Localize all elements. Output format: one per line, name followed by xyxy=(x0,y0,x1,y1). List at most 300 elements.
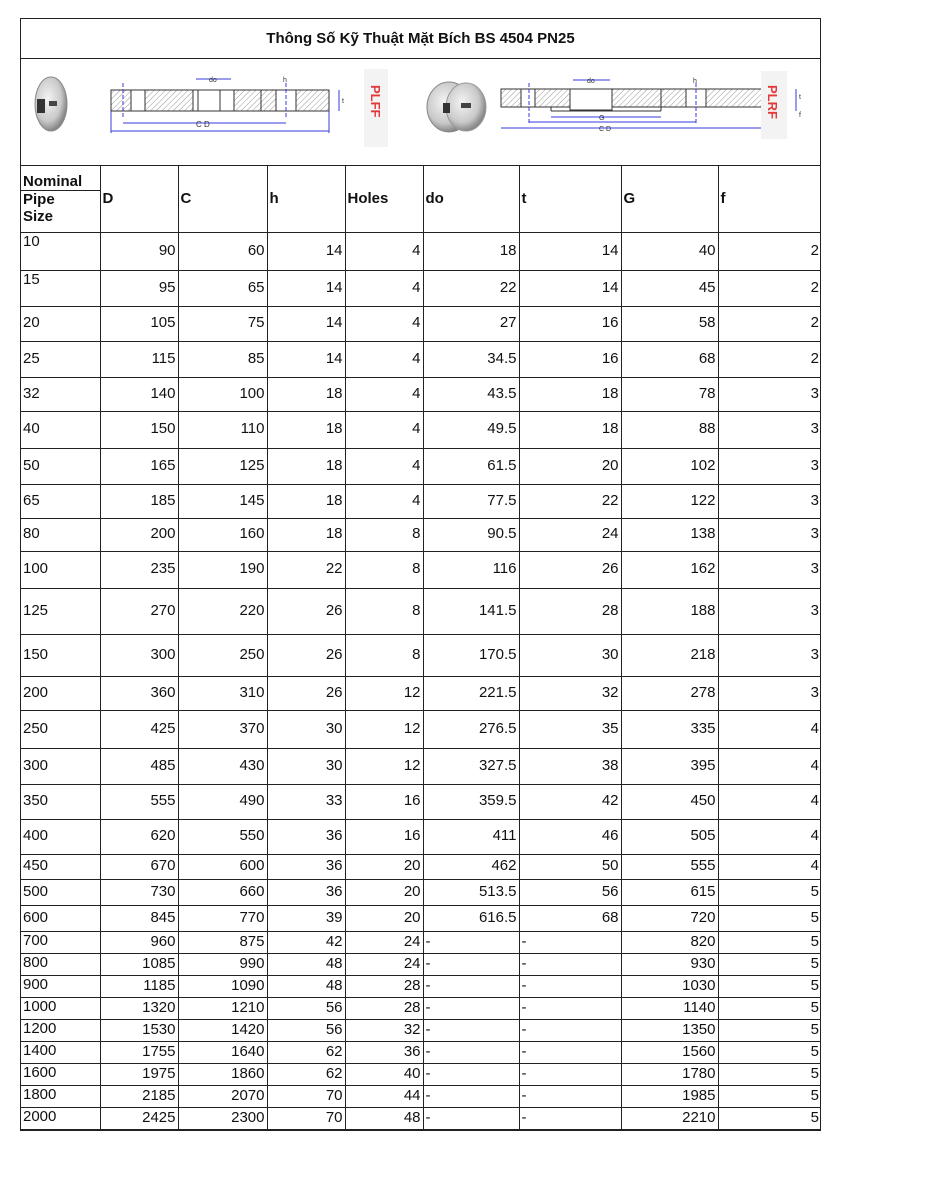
dim-g-right: G xyxy=(599,115,605,122)
cell-D: 300 xyxy=(100,634,178,676)
cell-D: 620 xyxy=(100,819,178,854)
cell-h: 18 xyxy=(267,484,345,518)
cell-do: 170.5 xyxy=(423,634,519,676)
cell-f: 5 xyxy=(718,975,821,997)
table-row xyxy=(21,710,821,748)
cell-D: 2425 xyxy=(100,1107,178,1129)
cell-holes: 4 xyxy=(345,484,423,518)
cell-f: 3 xyxy=(718,377,821,411)
cell-C: 490 xyxy=(178,784,267,819)
cell-holes: 16 xyxy=(345,784,423,819)
cell-do: 77.5 xyxy=(423,484,519,518)
cell-holes: 24 xyxy=(345,931,423,953)
cell-f: 5 xyxy=(718,953,821,975)
cell-G: 122 xyxy=(621,484,718,518)
spec-sheet xyxy=(20,18,821,1131)
cell-f: 5 xyxy=(718,997,821,1019)
cell-f: 5 xyxy=(718,931,821,953)
cell-C: 370 xyxy=(178,710,267,748)
cell-nps: 125 xyxy=(21,588,100,634)
cell-nps: 250 xyxy=(21,710,100,748)
cell-holes: 4 xyxy=(345,306,423,341)
cell-holes: 48 xyxy=(345,1107,423,1129)
cell-f: 5 xyxy=(718,905,821,931)
cell-holes: 28 xyxy=(345,975,423,997)
cell-G: 188 xyxy=(621,588,718,634)
cell-D: 200 xyxy=(100,518,178,551)
cell-C: 65 xyxy=(178,270,267,306)
dim-t: t xyxy=(342,98,344,105)
cell-do: 22 xyxy=(423,270,519,306)
cell-nps: 1000 xyxy=(21,997,100,1019)
cell-G: 505 xyxy=(621,819,718,854)
cell-h: 18 xyxy=(267,377,345,411)
cell-nps: 2000 xyxy=(21,1107,100,1129)
table-row xyxy=(21,484,821,518)
cell-holes: 8 xyxy=(345,634,423,676)
cell-G: 1560 xyxy=(621,1041,718,1063)
cell-f: 2 xyxy=(718,306,821,341)
table-row xyxy=(21,588,821,634)
cell-t: 20 xyxy=(519,448,621,484)
table-row xyxy=(21,931,821,953)
cell-f: 3 xyxy=(718,484,821,518)
cell-h: 18 xyxy=(267,448,345,484)
cell-t: - xyxy=(519,931,621,953)
cell-holes: 28 xyxy=(345,997,423,1019)
cell-holes: 4 xyxy=(345,377,423,411)
cell-do: 116 xyxy=(423,551,519,588)
table-row xyxy=(21,1019,821,1041)
header-pipe: Pipe xyxy=(23,190,55,208)
table-header-row xyxy=(21,166,821,232)
cell-nps: 100 xyxy=(21,551,100,588)
cell-t: 14 xyxy=(519,232,621,270)
cell-t: - xyxy=(519,953,621,975)
cell-G: 335 xyxy=(621,710,718,748)
cell-G: 102 xyxy=(621,448,718,484)
cell-G: 218 xyxy=(621,634,718,676)
cell-nps: 10 xyxy=(21,232,100,270)
cell-G: 138 xyxy=(621,518,718,551)
cell-f: 4 xyxy=(718,748,821,784)
cell-holes: 4 xyxy=(345,411,423,448)
cell-G: 278 xyxy=(621,676,718,710)
cell-t: 22 xyxy=(519,484,621,518)
cell-holes: 4 xyxy=(345,270,423,306)
cell-f: 3 xyxy=(718,448,821,484)
cell-t: 16 xyxy=(519,341,621,377)
cell-do: 411 xyxy=(423,819,519,854)
cell-do: 359.5 xyxy=(423,784,519,819)
cell-C: 1640 xyxy=(178,1041,267,1063)
cell-do: 90.5 xyxy=(423,518,519,551)
cell-f: 4 xyxy=(718,784,821,819)
cell-G: 450 xyxy=(621,784,718,819)
cell-G: 2210 xyxy=(621,1107,718,1129)
dim-h-right: h xyxy=(693,78,697,85)
cell-h: 62 xyxy=(267,1063,345,1085)
cell-D: 2185 xyxy=(100,1085,178,1107)
cell-h: 48 xyxy=(267,975,345,997)
cell-holes: 16 xyxy=(345,819,423,854)
table-row xyxy=(21,1085,821,1107)
cell-G: 720 xyxy=(621,905,718,931)
cell-f: 4 xyxy=(718,854,821,879)
cell-nps: 800 xyxy=(21,953,100,975)
cell-D: 555 xyxy=(100,784,178,819)
cell-C: 2300 xyxy=(178,1107,267,1129)
cell-C: 600 xyxy=(178,854,267,879)
table-row xyxy=(21,819,821,854)
table-row xyxy=(21,748,821,784)
cell-h: 26 xyxy=(267,634,345,676)
cell-do: 141.5 xyxy=(423,588,519,634)
cell-C: 1860 xyxy=(178,1063,267,1085)
cell-G: 930 xyxy=(621,953,718,975)
flange-photo-right xyxy=(427,82,486,132)
cell-D: 1185 xyxy=(100,975,178,997)
cell-h: 33 xyxy=(267,784,345,819)
col-header-G: G xyxy=(621,166,718,232)
dim-h: h xyxy=(283,77,287,84)
table-row xyxy=(21,676,821,710)
header-nominal: Nominal xyxy=(21,173,100,191)
cell-D: 95 xyxy=(100,270,178,306)
table-row xyxy=(21,953,821,975)
cell-nps: 900 xyxy=(21,975,100,997)
cell-do: - xyxy=(423,1063,519,1085)
cell-h: 36 xyxy=(267,819,345,854)
cell-C: 100 xyxy=(178,377,267,411)
cell-h: 56 xyxy=(267,1019,345,1041)
cell-do: - xyxy=(423,953,519,975)
cell-nps: 500 xyxy=(21,879,100,905)
cell-holes: 20 xyxy=(345,854,423,879)
table-row xyxy=(21,232,821,270)
cell-C: 310 xyxy=(178,676,267,710)
cell-C: 1210 xyxy=(178,997,267,1019)
cell-holes: 4 xyxy=(345,448,423,484)
table-row xyxy=(21,341,821,377)
cell-D: 425 xyxy=(100,710,178,748)
cell-t: 18 xyxy=(519,411,621,448)
cell-holes: 8 xyxy=(345,518,423,551)
cell-t: 16 xyxy=(519,306,621,341)
cell-C: 1090 xyxy=(178,975,267,997)
cell-G: 78 xyxy=(621,377,718,411)
cell-G: 1780 xyxy=(621,1063,718,1085)
cell-h: 26 xyxy=(267,676,345,710)
cell-f: 5 xyxy=(718,1041,821,1063)
cell-h: 36 xyxy=(267,854,345,879)
cell-holes: 8 xyxy=(345,588,423,634)
cell-nps: 1600 xyxy=(21,1063,100,1085)
cell-f: 2 xyxy=(718,232,821,270)
cell-D: 140 xyxy=(100,377,178,411)
cell-t: 28 xyxy=(519,588,621,634)
table-row xyxy=(21,975,821,997)
cell-G: 88 xyxy=(621,411,718,448)
cell-f: 2 xyxy=(718,341,821,377)
page-title: Thông Số Kỹ Thuật Mặt Bích BS 4504 PN25 xyxy=(21,19,820,59)
cell-do: - xyxy=(423,931,519,953)
cell-nps: 80 xyxy=(21,518,100,551)
cell-C: 145 xyxy=(178,484,267,518)
table-body xyxy=(21,232,821,1129)
cell-f: 3 xyxy=(718,588,821,634)
cell-D: 185 xyxy=(100,484,178,518)
cell-nps: 150 xyxy=(21,634,100,676)
cell-D: 1320 xyxy=(100,997,178,1019)
cell-do: 513.5 xyxy=(423,879,519,905)
cell-h: 22 xyxy=(267,551,345,588)
cell-f: 5 xyxy=(718,1063,821,1085)
cell-h: 70 xyxy=(267,1085,345,1107)
cell-holes: 40 xyxy=(345,1063,423,1085)
cell-f: 5 xyxy=(718,1107,821,1129)
cell-h: 42 xyxy=(267,931,345,953)
cell-holes: 20 xyxy=(345,905,423,931)
cell-C: 110 xyxy=(178,411,267,448)
cell-h: 18 xyxy=(267,411,345,448)
cell-holes: 8 xyxy=(345,551,423,588)
cell-G: 555 xyxy=(621,854,718,879)
cell-holes: 44 xyxy=(345,1085,423,1107)
cell-do: 327.5 xyxy=(423,748,519,784)
table-row xyxy=(21,905,821,931)
cell-do: - xyxy=(423,997,519,1019)
cell-D: 90 xyxy=(100,232,178,270)
cell-f: 3 xyxy=(718,634,821,676)
cell-t: 68 xyxy=(519,905,621,931)
cell-do: - xyxy=(423,1041,519,1063)
flange-spec-table xyxy=(21,166,821,1130)
cell-D: 1755 xyxy=(100,1041,178,1063)
cell-D: 150 xyxy=(100,411,178,448)
cell-nps: 300 xyxy=(21,748,100,784)
cell-C: 1420 xyxy=(178,1019,267,1041)
cell-nps: 400 xyxy=(21,819,100,854)
cell-holes: 36 xyxy=(345,1041,423,1063)
cell-t: 26 xyxy=(519,551,621,588)
cell-do: 43.5 xyxy=(423,377,519,411)
cell-D: 845 xyxy=(100,905,178,931)
cell-t: 38 xyxy=(519,748,621,784)
col-header-t: t xyxy=(519,166,621,232)
cell-D: 115 xyxy=(100,341,178,377)
cell-t: - xyxy=(519,1019,621,1041)
cell-G: 45 xyxy=(621,270,718,306)
cell-C: 660 xyxy=(178,879,267,905)
cell-t: 50 xyxy=(519,854,621,879)
cell-nps: 32 xyxy=(21,377,100,411)
cell-G: 68 xyxy=(621,341,718,377)
cell-h: 30 xyxy=(267,710,345,748)
cell-h: 48 xyxy=(267,953,345,975)
table-row xyxy=(21,518,821,551)
cell-C: 160 xyxy=(178,518,267,551)
cell-G: 1140 xyxy=(621,997,718,1019)
cell-do: 221.5 xyxy=(423,676,519,710)
cell-G: 395 xyxy=(621,748,718,784)
cell-G: 1030 xyxy=(621,975,718,997)
table-row xyxy=(21,879,821,905)
cell-nps: 450 xyxy=(21,854,100,879)
cell-do: 49.5 xyxy=(423,411,519,448)
cell-D: 1085 xyxy=(100,953,178,975)
cell-t: - xyxy=(519,1107,621,1129)
table-row xyxy=(21,377,821,411)
cell-h: 14 xyxy=(267,306,345,341)
table-row xyxy=(21,634,821,676)
cell-nps: 1800 xyxy=(21,1085,100,1107)
cell-nps: 25 xyxy=(21,341,100,377)
cell-C: 250 xyxy=(178,634,267,676)
cell-t: - xyxy=(519,975,621,997)
cell-h: 36 xyxy=(267,879,345,905)
cell-f: 3 xyxy=(718,411,821,448)
cell-holes: 4 xyxy=(345,232,423,270)
col-header-D: D xyxy=(100,166,178,232)
cell-nps: 15 xyxy=(21,270,100,306)
cell-do: 27 xyxy=(423,306,519,341)
cell-D: 360 xyxy=(100,676,178,710)
col-header-f: f xyxy=(718,166,821,232)
cell-C: 75 xyxy=(178,306,267,341)
cell-nps: 350 xyxy=(21,784,100,819)
cell-nps: 600 xyxy=(21,905,100,931)
cell-do: 462 xyxy=(423,854,519,879)
dim-do-right: do xyxy=(587,78,595,85)
cell-f: 3 xyxy=(718,676,821,710)
cell-nps: 1400 xyxy=(21,1041,100,1063)
cell-f: 5 xyxy=(718,879,821,905)
cell-G: 40 xyxy=(621,232,718,270)
cell-f: 2 xyxy=(718,270,821,306)
col-header-h: h xyxy=(267,166,345,232)
plff-diagram xyxy=(111,69,388,147)
cell-holes: 12 xyxy=(345,710,423,748)
flange-photo-left xyxy=(35,77,67,131)
cell-G: 615 xyxy=(621,879,718,905)
table-row xyxy=(21,270,821,306)
cell-h: 30 xyxy=(267,748,345,784)
cell-C: 430 xyxy=(178,748,267,784)
cell-do: 616.5 xyxy=(423,905,519,931)
cell-f: 3 xyxy=(718,518,821,551)
cell-nps: 65 xyxy=(21,484,100,518)
col-header-C: C xyxy=(178,166,267,232)
cell-t: - xyxy=(519,1041,621,1063)
cell-do: - xyxy=(423,1085,519,1107)
cell-holes: 4 xyxy=(345,341,423,377)
cell-C: 85 xyxy=(178,341,267,377)
cell-do: 276.5 xyxy=(423,710,519,748)
cell-f: 5 xyxy=(718,1085,821,1107)
table-row xyxy=(21,784,821,819)
cell-D: 270 xyxy=(100,588,178,634)
cell-nps: 200 xyxy=(21,676,100,710)
cell-holes: 12 xyxy=(345,748,423,784)
table-row xyxy=(21,411,821,448)
cell-D: 670 xyxy=(100,854,178,879)
cell-do: 34.5 xyxy=(423,341,519,377)
cell-h: 14 xyxy=(267,232,345,270)
cell-nps: 50 xyxy=(21,448,100,484)
cell-C: 190 xyxy=(178,551,267,588)
cell-nps: 20 xyxy=(21,306,100,341)
cell-D: 105 xyxy=(100,306,178,341)
cell-C: 990 xyxy=(178,953,267,975)
flange-diagrams xyxy=(21,59,821,165)
cell-G: 162 xyxy=(621,551,718,588)
cell-D: 1975 xyxy=(100,1063,178,1085)
cell-C: 770 xyxy=(178,905,267,931)
cell-G: 820 xyxy=(621,931,718,953)
cell-nps: 40 xyxy=(21,411,100,448)
cell-C: 220 xyxy=(178,588,267,634)
dim-t-right: t xyxy=(799,94,801,101)
cell-do: - xyxy=(423,1107,519,1129)
cell-h: 14 xyxy=(267,270,345,306)
cell-t: 46 xyxy=(519,819,621,854)
cell-f: 5 xyxy=(718,1019,821,1041)
plrf-label: PLRF xyxy=(765,85,780,119)
cell-t: 56 xyxy=(519,879,621,905)
cell-holes: 32 xyxy=(345,1019,423,1041)
cell-t: 32 xyxy=(519,676,621,710)
dim-f-right: f xyxy=(799,112,801,119)
cell-f: 3 xyxy=(718,551,821,588)
cell-G: 1985 xyxy=(621,1085,718,1107)
cell-nps: 1200 xyxy=(21,1019,100,1041)
cell-h: 39 xyxy=(267,905,345,931)
flange-figures xyxy=(21,59,820,166)
cell-t: 24 xyxy=(519,518,621,551)
col-header-do: do xyxy=(423,166,519,232)
cell-t: - xyxy=(519,1063,621,1085)
cell-h: 62 xyxy=(267,1041,345,1063)
cell-holes: 24 xyxy=(345,953,423,975)
cell-do: 18 xyxy=(423,232,519,270)
table-row xyxy=(21,306,821,341)
col-header-nominal-pipe-size xyxy=(21,166,100,232)
cell-h: 14 xyxy=(267,341,345,377)
table-row xyxy=(21,854,821,879)
cell-G: 1350 xyxy=(621,1019,718,1041)
cell-C: 550 xyxy=(178,819,267,854)
cell-D: 485 xyxy=(100,748,178,784)
cell-D: 730 xyxy=(100,879,178,905)
cell-nps: 700 xyxy=(21,931,100,953)
cell-G: 58 xyxy=(621,306,718,341)
col-header-holes: Holes xyxy=(345,166,423,232)
cell-do: - xyxy=(423,1019,519,1041)
cell-D: 235 xyxy=(100,551,178,588)
cell-D: 960 xyxy=(100,931,178,953)
table-row xyxy=(21,551,821,588)
plrf-diagram xyxy=(501,71,801,139)
cell-h: 26 xyxy=(267,588,345,634)
cell-t: 18 xyxy=(519,377,621,411)
table-row xyxy=(21,1041,821,1063)
plff-label: PLFF xyxy=(368,85,383,118)
cell-D: 1530 xyxy=(100,1019,178,1041)
cell-C: 2070 xyxy=(178,1085,267,1107)
cell-C: 60 xyxy=(178,232,267,270)
table-row xyxy=(21,997,821,1019)
